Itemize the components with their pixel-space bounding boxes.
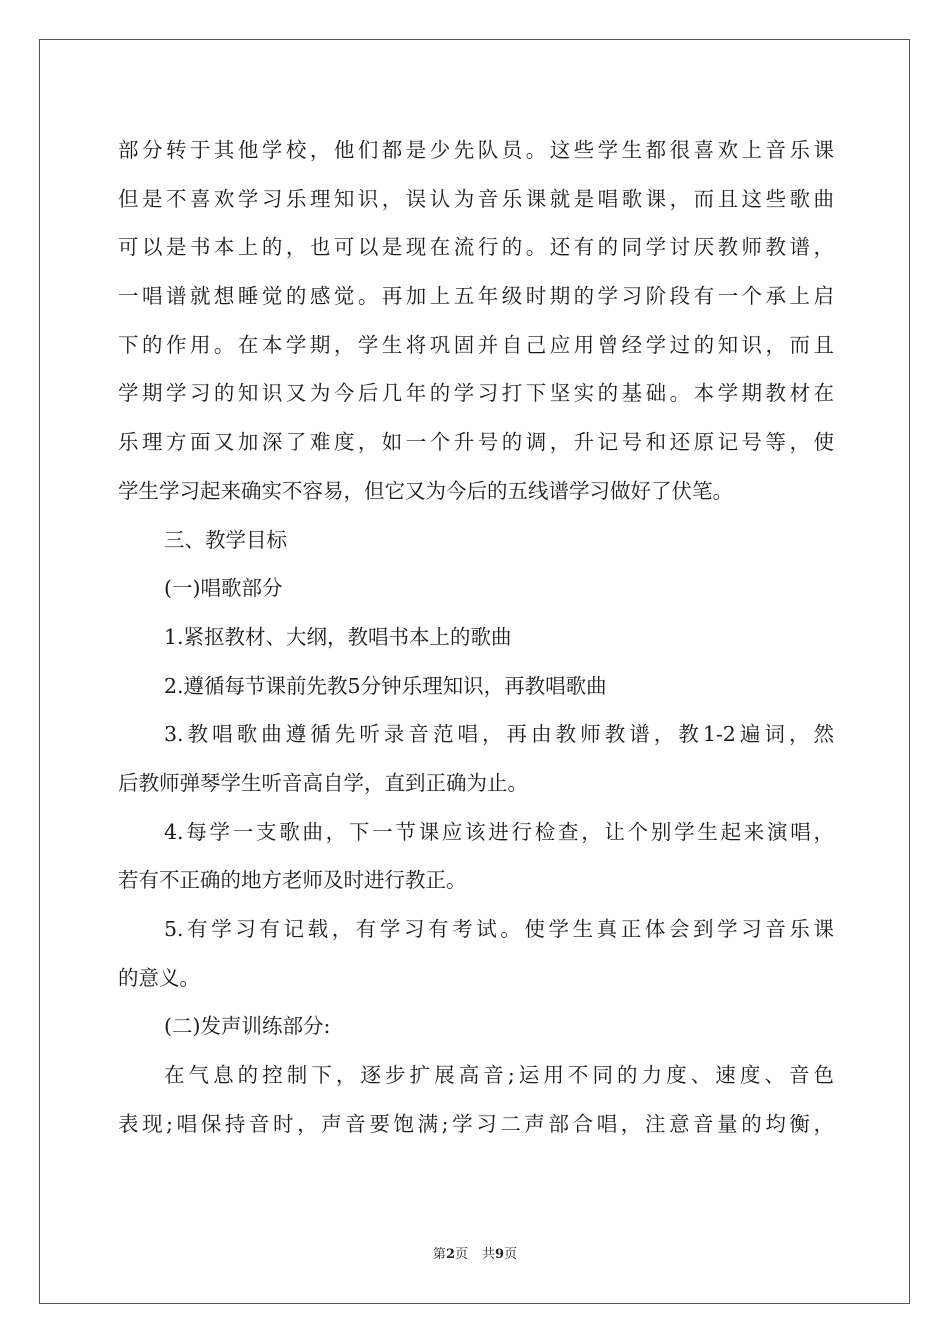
list-item: 5.有学习有记载，有学习有考试。使学生真正体会到学习音乐课 bbox=[164, 917, 834, 941]
body-line: 可以是书本上的，也可以是现在流行的。还有的同学讨厌教师教谱， bbox=[118, 235, 834, 260]
list-item-continuation: 的意义。 bbox=[118, 965, 200, 990]
body-line: 部分转于其他学校，他们都是少先队员。这些学生都很喜欢上音乐课 bbox=[118, 138, 834, 162]
page-unit: 页 bbox=[454, 1247, 468, 1262]
list-item: 3.教唱歌曲遵循先听录音范唱，再由教师教谱，教1-2遍词，然 bbox=[164, 722, 834, 747]
body-line: 乐理方面又加深了难度，如一个升号的调，升记号和还原记号等，使 bbox=[118, 430, 834, 455]
page-footer bbox=[0, 1247, 950, 1263]
document-body bbox=[118, 126, 834, 1148]
body-line: 学期学习的知识又为今后几年的学习打下坚实的基础。本学期教材在 bbox=[118, 381, 834, 406]
subsection-heading: (一)唱歌部分 bbox=[164, 576, 283, 601]
list-item: 4.每学一支歌曲，下一节课应该进行检查，让个别学生起来演唱， bbox=[164, 819, 834, 844]
total-prefix: 共 bbox=[482, 1247, 496, 1262]
page-total: 9 bbox=[495, 1247, 505, 1262]
list-item: 2.遵循每节课前先教5分钟乐理知识，再教唱歌曲 bbox=[164, 673, 607, 698]
body-line: 下的作用。在本学期，学生将巩固并自己应用曾经学过的知识，而且 bbox=[118, 332, 834, 357]
total-unit: 页 bbox=[504, 1247, 518, 1262]
page-current: 2 bbox=[445, 1247, 455, 1262]
subsection-heading: (二)发声训练部分: bbox=[164, 1014, 331, 1039]
body-line: 但是不喜欢学习乐理知识，误认为音乐课就是唱歌课，而且这些歌曲 bbox=[118, 186, 834, 211]
list-item-continuation: 后教师弹琴学生听音高自学，直到正确为止。 bbox=[118, 770, 528, 795]
body-line: 在气息的控制下，逐步扩展高音;运用不同的力度、速度、音色 bbox=[164, 1063, 834, 1088]
body-line: 一唱谱就想睡觉的感觉。再加上五年级时期的学习阶段有一个承上启 bbox=[118, 284, 834, 309]
list-item: 1.紧抠教材、大纲，教唱书本上的歌曲 bbox=[164, 624, 512, 649]
body-line: 表现;唱保持音时，声音要饱满;学习二声部合唱，注意音量的均衡， bbox=[118, 1111, 834, 1136]
page-prefix: 第 bbox=[432, 1247, 446, 1262]
list-item-continuation: 若有不正确的地方老师及时进行教正。 bbox=[118, 868, 467, 893]
section-heading: 三、教学目标 bbox=[164, 527, 287, 552]
body-line: 学生学习起来确实不容易，但它又为今后的五线谱学习做好了伏笔。 bbox=[118, 478, 733, 503]
